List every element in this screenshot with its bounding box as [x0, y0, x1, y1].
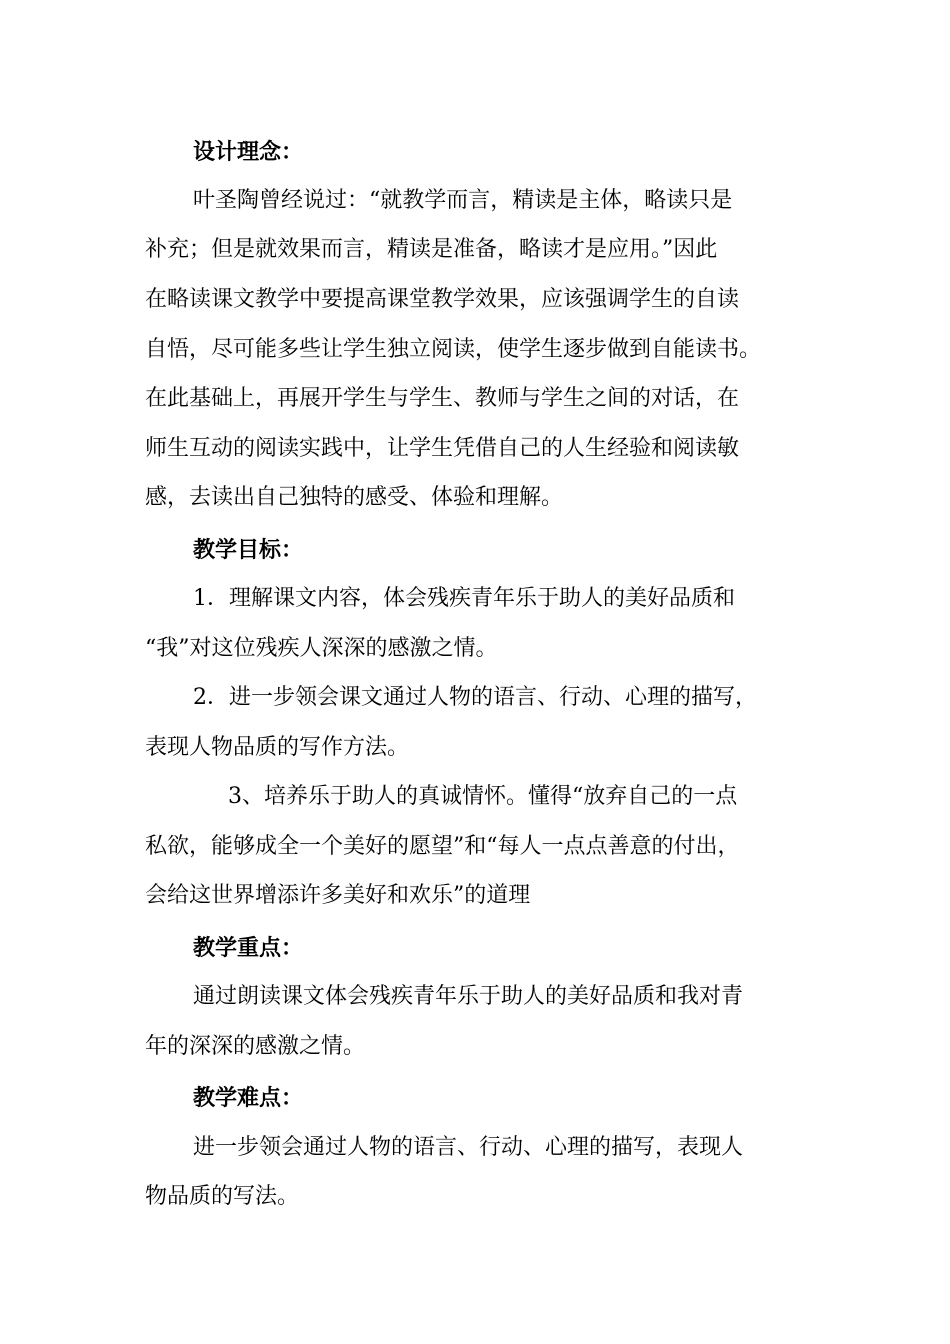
- paragraph-line: 通过朗读课文体会残疾青年乐于助人的美好品质和我对青: [193, 984, 744, 1009]
- paragraph-line: 会给这世界增添许多美好和欢乐”的道理: [145, 883, 531, 908]
- heading-difficulties: 教学难点：: [193, 1085, 304, 1111]
- paragraph-line: 师生互动的阅读实践中，让学生凭借自己的人生经验和阅读敏: [145, 436, 740, 461]
- paragraph-line: 自悟，尽可能多些让学生独立阅读，使学生逐步做到自能读书。: [145, 337, 762, 362]
- paragraph-line: 叶圣陶曾经说过：“就教学而言，精读是主体，略读只是: [193, 188, 733, 213]
- paragraph-line: 感，去读出自己独特的感受、体验和理解。: [145, 485, 564, 510]
- paragraph-line: 物品质的写法。: [145, 1184, 300, 1209]
- paragraph-line: 表现人物品质的写作方法。: [145, 735, 410, 760]
- heading-design-concept: 设计理念：: [193, 139, 304, 165]
- paragraph-line: “我”对这位残疾人深深的感激之情。: [145, 636, 498, 661]
- heading-key-points: 教学重点：: [193, 935, 304, 961]
- paragraph-line: 3、培养乐于助人的真诚情怀。懂得“放弃自己的一点: [228, 784, 738, 809]
- paragraph-line: 在此基础上，再展开学生与学生、教师与学生之间的对话，在: [145, 386, 740, 411]
- paragraph-line: 进一步领会通过人物的语言、行动、心理的描写，表现人: [193, 1135, 744, 1160]
- paragraph-line: 补充；但是就效果而言，精读是准备，略读才是应用。”因此: [145, 237, 718, 262]
- paragraph-line: 私欲，能够成全一个美好的愿望”和“每人一点点善意的付出，: [145, 834, 740, 859]
- paragraph-line: 2．进一步领会课文通过人物的语言、行动、心理的描写，: [193, 685, 757, 710]
- paragraph-line: 年的深深的感激之情。: [145, 1034, 366, 1059]
- paragraph-line: 在略读课文教学中要提高课堂教学效果，应该强调学生的自读: [145, 287, 740, 312]
- heading-objectives: 教学目标：: [193, 537, 304, 563]
- paragraph-line: 1．理解课文内容，体会残疾青年乐于助人的美好品质和: [193, 586, 735, 611]
